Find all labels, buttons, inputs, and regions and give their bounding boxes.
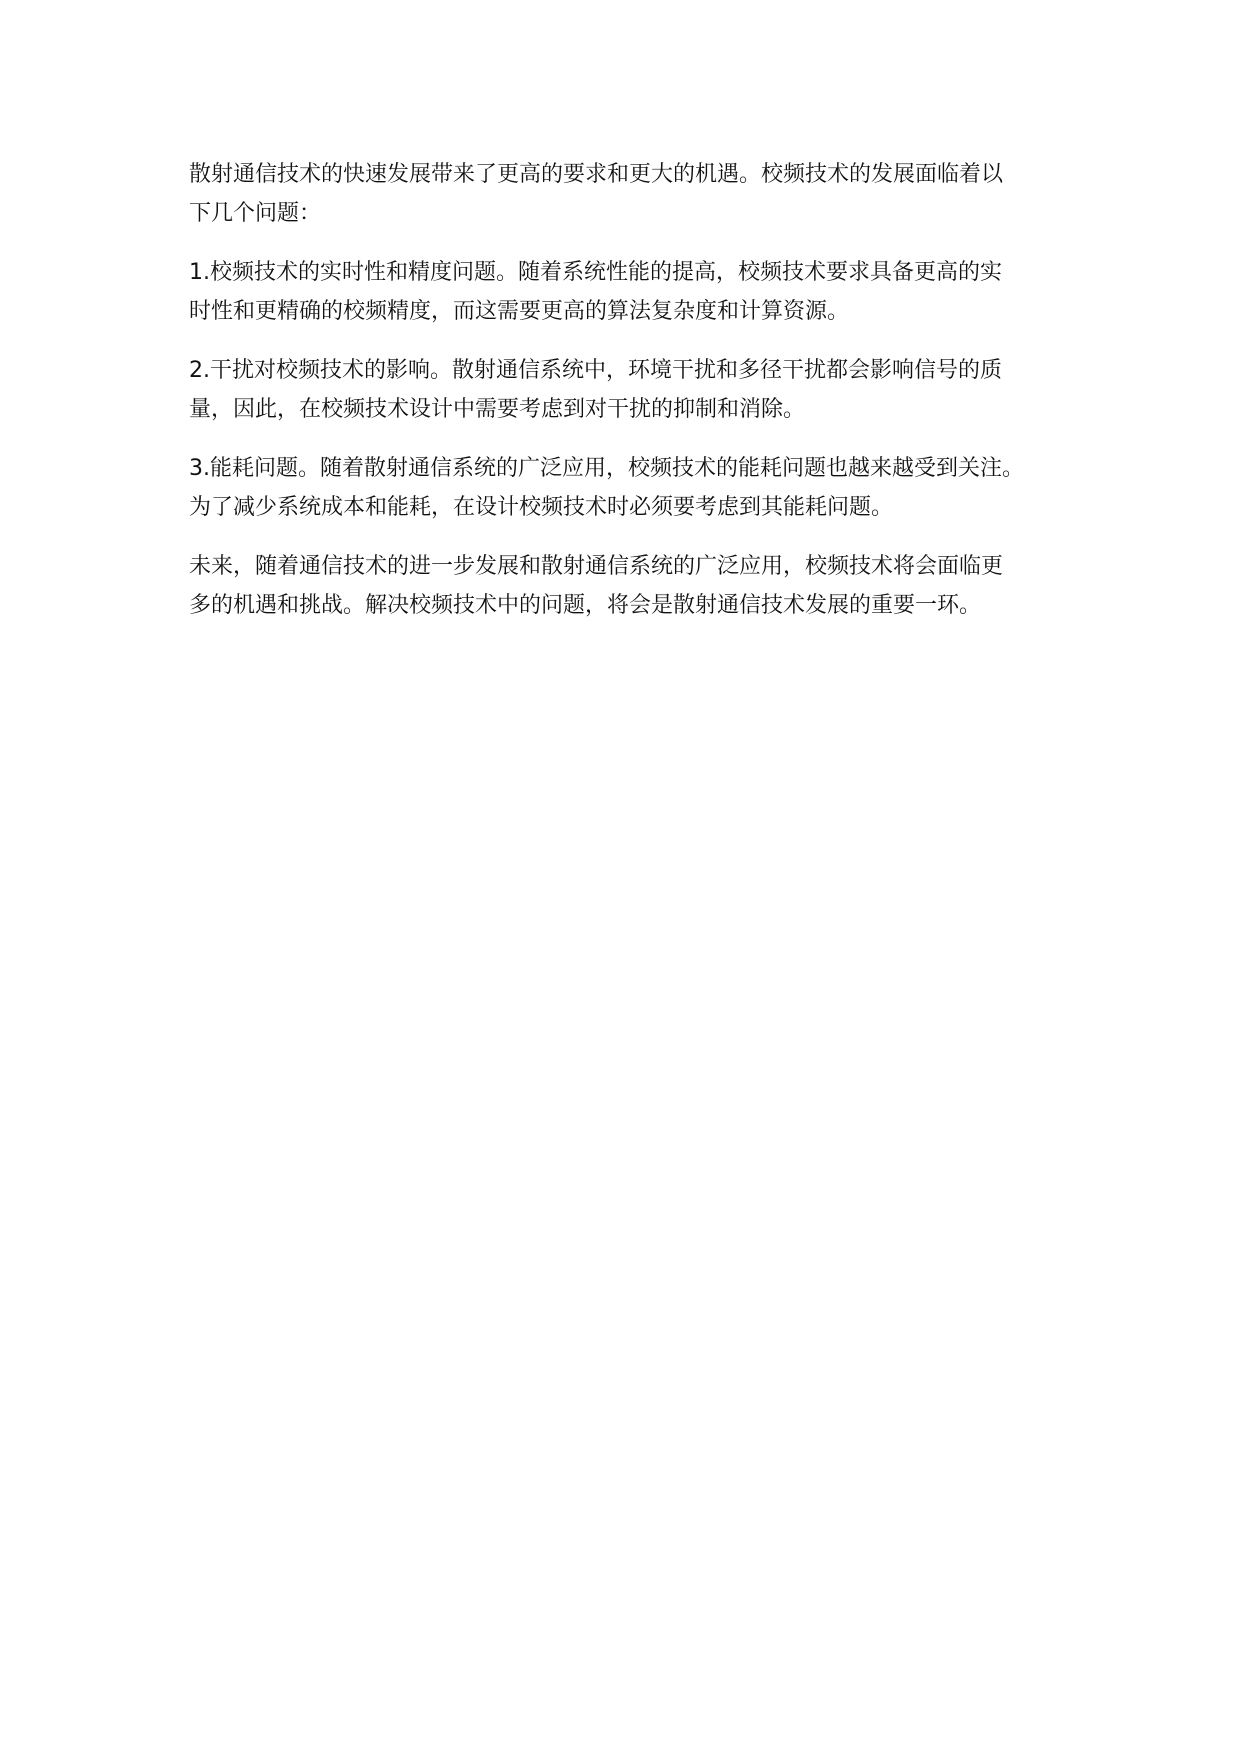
paragraph-issue-2	[189, 351, 1081, 429]
paragraph-line: 1.校频技术的实时性和精度问题。随着系统性能的提高，校频技术要求具备更高的实	[189, 260, 1002, 285]
paragraph-line: 3.能耗问题。随着散射通信系统的广泛应用，校频技术的能耗问题也越来越受到关注。	[189, 456, 1024, 481]
paragraph-line: 2.干扰对校频技术的影响。散射通信系统中，环境干扰和多径干扰都会影响信号的质	[189, 358, 1002, 383]
paragraph-conclusion	[189, 547, 1081, 625]
paragraph-line: 多的机遇和挑战。解决校频技术中的问题，将会是散射通信技术发展的重要一环。	[189, 593, 982, 618]
paragraph-issue-1	[189, 253, 1081, 331]
document-body	[189, 155, 1081, 645]
paragraph-issue-3	[189, 449, 1081, 527]
paragraph-intro	[189, 155, 1081, 233]
paragraph-line: 时性和更精确的校频精度，而这需要更高的算法复杂度和计算资源。	[189, 299, 850, 324]
paragraph-line: 散射通信技术的快速发展带来了更高的要求和更大的机遇。校频技术的发展面临着以	[189, 162, 1004, 187]
paragraph-line: 下几个问题：	[189, 201, 322, 226]
paragraph-line: 为了减少系统成本和能耗，在设计校频技术时必须要考虑到其能耗问题。	[189, 495, 894, 520]
paragraph-line: 量，因此，在校频技术设计中需要考虑到对干扰的抑制和消除。	[189, 397, 806, 422]
paragraph-line: 未来，随着通信技术的进一步发展和散射通信系统的广泛应用，校频技术将会面临更	[189, 554, 1004, 579]
